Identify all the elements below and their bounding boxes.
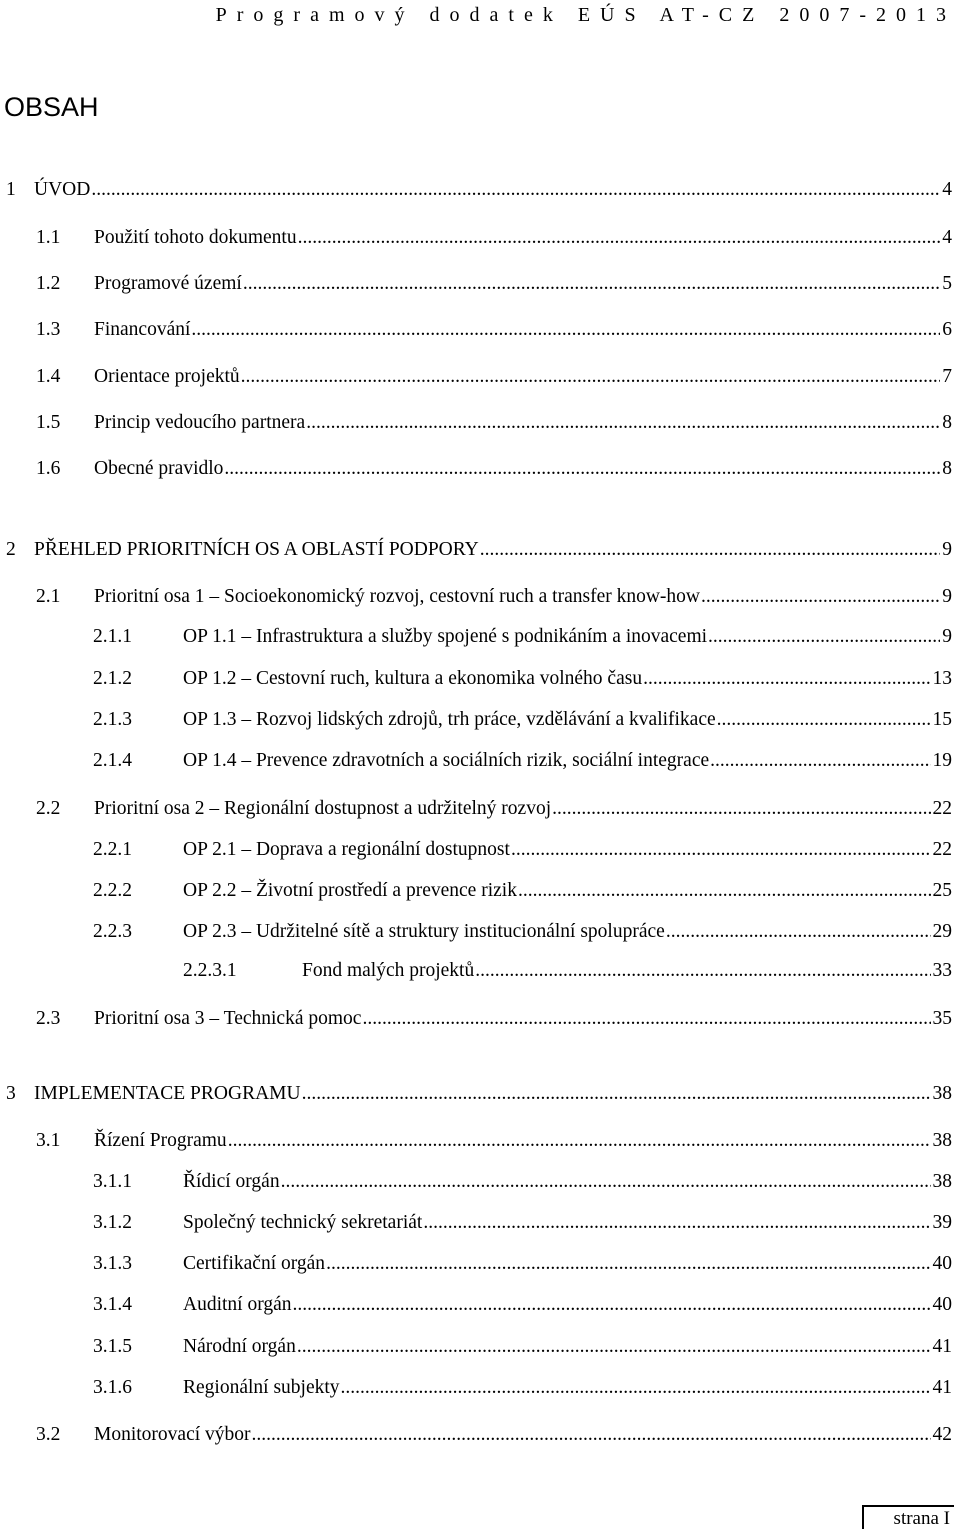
toc-entry-page: 4 bbox=[942, 227, 952, 248]
toc-dot-leader bbox=[191, 316, 940, 344]
toc-entry-number: 2.2.1 bbox=[93, 839, 132, 860]
toc-dot-leader bbox=[511, 836, 931, 864]
toc-entry-page: 22 bbox=[932, 839, 952, 860]
toc-entry-number: 1 bbox=[6, 179, 16, 200]
toc-entry-number: 1.6 bbox=[36, 458, 61, 479]
toc-dot-leader bbox=[281, 1168, 931, 1196]
toc-entry[interactable] bbox=[6, 1080, 952, 1108]
toc-heading: OBSAH bbox=[4, 92, 99, 122]
toc-entry-title: OP 2.3 – Udržitelné sítě a struktury institucionální spolupráce bbox=[183, 921, 665, 942]
toc-entry-page: 9 bbox=[942, 539, 952, 560]
toc-entry[interactable] bbox=[93, 665, 952, 693]
toc-entry-title: Orientace projektů bbox=[94, 366, 240, 387]
toc-dot-leader bbox=[701, 583, 940, 611]
toc-entry-title: Fond malých projektů bbox=[302, 960, 475, 981]
toc-entry-number: 1.3 bbox=[36, 319, 61, 340]
toc-entry-title: Řízení Programu bbox=[94, 1130, 227, 1151]
toc-entry[interactable] bbox=[93, 706, 952, 734]
toc-entry-page: 25 bbox=[932, 880, 952, 901]
toc-dot-leader bbox=[243, 270, 940, 298]
toc-entry-number: 2.2.3.1 bbox=[183, 960, 237, 981]
toc-entry-page: 38 bbox=[932, 1083, 952, 1104]
toc-dot-leader bbox=[298, 224, 941, 252]
toc-dot-leader bbox=[241, 363, 941, 391]
toc-entry-page: 35 bbox=[932, 1008, 952, 1029]
toc-dot-leader bbox=[717, 706, 931, 734]
toc-dot-leader bbox=[518, 877, 931, 905]
toc-entry-page: 38 bbox=[932, 1130, 952, 1151]
toc-dot-leader bbox=[302, 1080, 931, 1108]
toc-entry-title: Společný technický sekretariát bbox=[183, 1212, 423, 1233]
toc-entry-title: ÚVOD bbox=[34, 179, 91, 200]
toc-dot-leader bbox=[666, 918, 931, 946]
toc-dot-leader bbox=[91, 176, 940, 204]
toc-entry-number: 2.1 bbox=[36, 586, 61, 607]
toc-dot-leader bbox=[252, 1421, 931, 1449]
toc-dot-leader bbox=[708, 623, 940, 651]
toc-entry-page: 41 bbox=[932, 1377, 952, 1398]
toc-entry-number: 3.1.2 bbox=[93, 1212, 132, 1233]
toc-entry[interactable] bbox=[93, 623, 952, 651]
toc-entry-page: 42 bbox=[932, 1424, 952, 1445]
toc-entry-title: Auditní orgán bbox=[183, 1294, 292, 1315]
toc-entry-number: 2 bbox=[6, 539, 16, 560]
toc-dot-leader bbox=[475, 957, 930, 985]
toc-entry-title: Národní orgán bbox=[183, 1336, 296, 1357]
toc-entry-number: 2.2 bbox=[36, 798, 61, 819]
toc-entry-number: 3.1 bbox=[36, 1130, 61, 1151]
toc-entry-page: 9 bbox=[942, 626, 952, 647]
toc-entry-number: 1.4 bbox=[36, 366, 61, 387]
toc-entry[interactable] bbox=[36, 1127, 952, 1155]
toc-dot-leader bbox=[710, 747, 930, 775]
toc-entry[interactable] bbox=[36, 455, 952, 483]
toc-entry-title: Použití tohoto dokumentu bbox=[94, 227, 297, 248]
toc-entry-title: Regionální subjekty bbox=[183, 1377, 340, 1398]
toc-entry[interactable] bbox=[36, 1421, 952, 1449]
toc-entry-number: 3.1.3 bbox=[93, 1253, 132, 1274]
toc-entry-page: 40 bbox=[932, 1294, 952, 1315]
toc-entry[interactable] bbox=[36, 270, 952, 298]
toc-entry[interactable] bbox=[93, 877, 952, 905]
toc-entry[interactable] bbox=[36, 795, 952, 823]
toc-entry-title: IMPLEMENTACE PROGRAMU bbox=[34, 1083, 301, 1104]
toc-entry-number: 1.1 bbox=[36, 227, 61, 248]
toc-entry-title: Princip vedoucího partnera bbox=[94, 412, 306, 433]
toc-entry[interactable] bbox=[36, 363, 952, 391]
toc-entry-number: 1.2 bbox=[36, 273, 61, 294]
toc-entry-title: OP 1.2 – Cestovní ruch, kultura a ekonomika volného času bbox=[183, 668, 643, 689]
toc-entry-page: 15 bbox=[932, 709, 952, 730]
toc-dot-leader bbox=[362, 1005, 930, 1033]
toc-entry-page: 8 bbox=[942, 458, 952, 479]
toc-dot-leader bbox=[224, 455, 940, 483]
toc-entry[interactable] bbox=[93, 1168, 952, 1196]
toc-entry[interactable] bbox=[36, 583, 952, 611]
toc-entry-page: 5 bbox=[942, 273, 952, 294]
toc-entry-title: PŘEHLED PRIORITNÍCH OS A OBLASTÍ PODPORY bbox=[34, 539, 479, 560]
toc-entry-page: 8 bbox=[942, 412, 952, 433]
toc-entry-title: Monitorovací výbor bbox=[94, 1424, 251, 1445]
toc-entry-page: 13 bbox=[932, 668, 952, 689]
toc-entry-number: 2.1.1 bbox=[93, 626, 132, 647]
toc-entry-title: Prioritní osa 2 – Regionální dostupnost a udržitelný rozvoj bbox=[94, 798, 552, 819]
toc-entry[interactable] bbox=[6, 176, 952, 204]
toc-entry-number: 3.1.4 bbox=[93, 1294, 132, 1315]
toc-dot-leader bbox=[326, 1250, 930, 1278]
toc-entry-title: OP 2.2 – Životní prostředí a prevence rizik bbox=[183, 880, 517, 901]
toc-entry-number: 2.2.3 bbox=[93, 921, 132, 942]
toc-entry-number: 2.3 bbox=[36, 1008, 61, 1029]
toc-dot-leader bbox=[297, 1333, 931, 1361]
toc-dot-leader bbox=[480, 536, 940, 564]
toc-entry-title: OP 1.1 – Infrastruktura a služby spojené s podnikáním a inovacemi bbox=[183, 626, 708, 647]
toc-entry[interactable] bbox=[36, 409, 952, 437]
toc-entry-title: Certifikační orgán bbox=[183, 1253, 326, 1274]
toc-entry-page: 7 bbox=[942, 366, 952, 387]
toc-entry-page: 4 bbox=[942, 179, 952, 200]
toc-entry[interactable] bbox=[36, 1005, 952, 1033]
toc-entry-number: 2.1.2 bbox=[93, 668, 132, 689]
page-number-footer: strana I bbox=[862, 1505, 954, 1529]
toc-entry-page: 9 bbox=[942, 586, 952, 607]
toc-entry-title: Programové území bbox=[94, 273, 242, 294]
toc-entry-page: 22 bbox=[932, 798, 952, 819]
toc-entry-title: Prioritní osa 1 – Socioekonomický rozvoj, cestovní ruch a transfer know-how bbox=[94, 586, 700, 607]
toc-entry-page: 39 bbox=[932, 1212, 952, 1233]
toc-entry-number: 3 bbox=[6, 1083, 16, 1104]
toc-entry-title: OP 2.1 – Doprava a regionální dostupnost bbox=[183, 839, 510, 860]
toc-entry-page: 6 bbox=[942, 319, 952, 340]
toc-entry[interactable] bbox=[93, 1291, 952, 1319]
toc-dot-leader bbox=[643, 665, 930, 693]
toc-dot-leader bbox=[423, 1209, 930, 1237]
running-header: Programový dodatek EÚS AT-CZ 2007-2013 bbox=[215, 4, 956, 26]
toc-entry[interactable] bbox=[93, 1209, 952, 1237]
toc-entry[interactable] bbox=[183, 957, 952, 985]
toc-entry-title: Řídicí orgán bbox=[183, 1171, 280, 1192]
toc-entry[interactable] bbox=[93, 1374, 952, 1402]
toc-entry-title: Financování bbox=[94, 319, 191, 340]
toc-entry-page: 40 bbox=[932, 1253, 952, 1274]
toc-entry-number: 2.2.2 bbox=[93, 880, 132, 901]
toc-entry-number: 2.1.3 bbox=[93, 709, 132, 730]
toc-entry-page: 38 bbox=[932, 1171, 952, 1192]
toc-entry-title: OP 1.4 – Prevence zdravotních a sociálních rizik, sociální integrace bbox=[183, 750, 710, 771]
toc-entry[interactable] bbox=[36, 224, 952, 252]
toc-dot-leader bbox=[306, 409, 940, 437]
toc-dot-leader bbox=[228, 1127, 931, 1155]
toc-entry[interactable] bbox=[6, 536, 952, 564]
toc-entry[interactable] bbox=[93, 918, 952, 946]
toc-entry-title: OP 1.3 – Rozvoj lidských zdrojů, trh práce, vzdělávání a kvalifikace bbox=[183, 709, 716, 730]
toc-entry[interactable] bbox=[93, 836, 952, 864]
toc-entry-page: 29 bbox=[932, 921, 952, 942]
toc-entry-number: 3.2 bbox=[36, 1424, 61, 1445]
toc-entry-page: 41 bbox=[932, 1336, 952, 1357]
toc-entry-page: 33 bbox=[932, 960, 952, 981]
toc-entry-page: 19 bbox=[932, 750, 952, 771]
toc-entry-title: Obecné pravidlo bbox=[94, 458, 224, 479]
toc-entry-title: Prioritní osa 3 – Technická pomoc bbox=[94, 1008, 362, 1029]
toc-entry-number: 3.1.6 bbox=[93, 1377, 132, 1398]
toc-entry-number: 1.5 bbox=[36, 412, 61, 433]
toc-entry[interactable] bbox=[36, 316, 952, 344]
toc-dot-leader bbox=[293, 1291, 931, 1319]
toc-entry[interactable] bbox=[93, 1333, 952, 1361]
toc-entry[interactable] bbox=[93, 1250, 952, 1278]
toc-entry-number: 2.1.4 bbox=[93, 750, 132, 771]
toc-entry-number: 3.1.1 bbox=[93, 1171, 132, 1192]
toc-entry[interactable] bbox=[93, 747, 952, 775]
toc-dot-leader bbox=[341, 1374, 931, 1402]
toc-dot-leader bbox=[552, 795, 930, 823]
toc-entry-number: 3.1.5 bbox=[93, 1336, 132, 1357]
